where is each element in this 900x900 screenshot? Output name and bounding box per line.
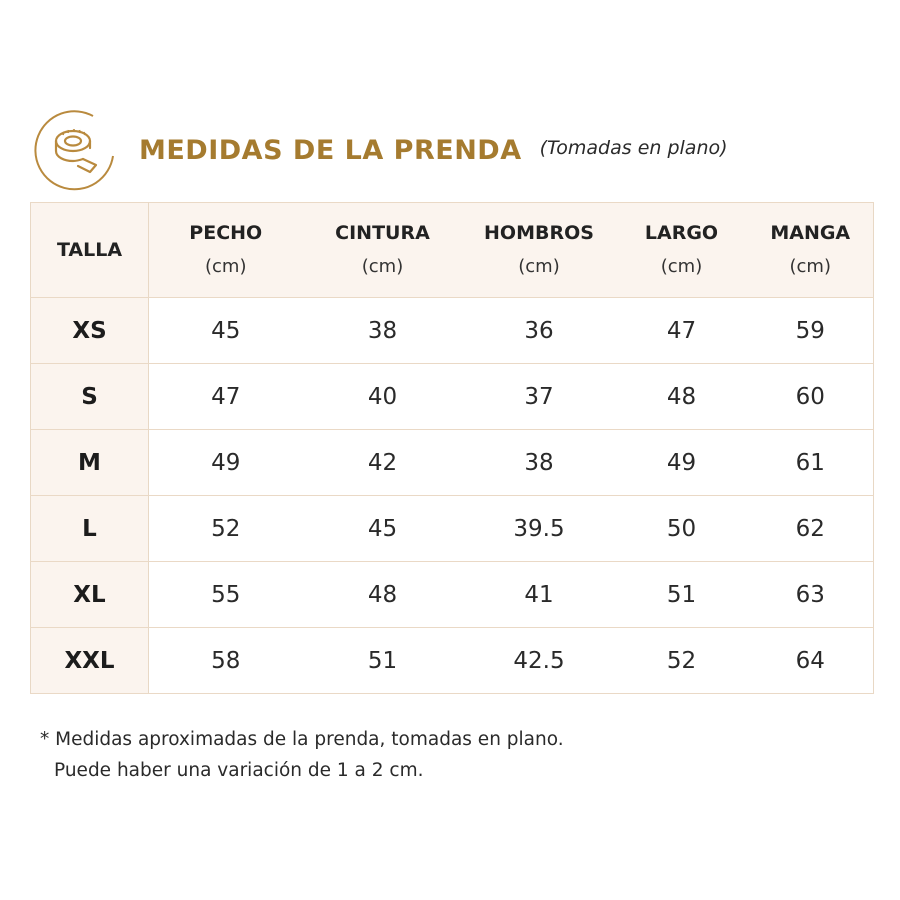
measuring-tape-icon [33, 108, 117, 192]
table-row [31, 298, 874, 364]
table-cell: 47 [616, 298, 748, 364]
table-header-row [31, 203, 874, 298]
unit-label: (cm) [361, 256, 404, 277]
column-header-manga: MANGA (cm) [748, 203, 874, 298]
table-cell: 59 [748, 298, 874, 364]
table-cell: 51 [616, 562, 748, 628]
column-header-cintura: CINTURA (cm) [303, 203, 463, 298]
table-cell: 45 [303, 496, 463, 562]
table-row [31, 496, 874, 562]
table-row [31, 364, 874, 430]
table-cell: 58 [149, 628, 303, 694]
size-label: XL [31, 562, 149, 628]
table-cell: 36 [463, 298, 616, 364]
table-cell: 40 [303, 364, 463, 430]
table-cell: 52 [149, 496, 303, 562]
page-title: MEDIDAS DE LA PRENDA [139, 134, 522, 166]
footnote-line: Puede haber una variación de 1 a 2 cm. [54, 760, 424, 781]
table-cell: 61 [748, 430, 874, 496]
table-cell: 45 [149, 298, 303, 364]
unit-label: (cm) [660, 256, 703, 277]
table-cell: 63 [748, 562, 874, 628]
table-cell: 38 [303, 298, 463, 364]
table-cell: 39.5 [463, 496, 616, 562]
table-cell: 49 [616, 430, 748, 496]
table-cell: 42.5 [463, 628, 616, 694]
size-label: S [31, 364, 149, 430]
column-header-largo: LARGO (cm) [616, 203, 748, 298]
table-row [31, 628, 874, 694]
page-subtitle: (Tomadas en plano) [539, 137, 728, 159]
table-cell: 47 [149, 364, 303, 430]
page-header [33, 108, 728, 192]
table-cell: 48 [303, 562, 463, 628]
table-cell: 55 [149, 562, 303, 628]
table-cell: 51 [303, 628, 463, 694]
table-cell: 52 [616, 628, 748, 694]
table-cell: 48 [616, 364, 748, 430]
table-cell: 62 [748, 496, 874, 562]
unit-label: (cm) [205, 256, 247, 277]
size-label: XXL [31, 628, 149, 694]
unit-label: (cm) [789, 256, 831, 277]
table-cell: 60 [748, 364, 874, 430]
size-chart-table [30, 202, 874, 694]
column-header-hombros: HOMBROS (cm) [463, 203, 616, 298]
table-cell: 37 [463, 364, 616, 430]
footnote [40, 724, 564, 786]
table-cell: 42 [303, 430, 463, 496]
table-cell: 49 [149, 430, 303, 496]
footnote-line: * Medidas aproximadas de la prenda, tomadas en plano. [40, 729, 564, 750]
table-cell: 64 [748, 628, 874, 694]
table-cell: 41 [463, 562, 616, 628]
size-label: M [31, 430, 149, 496]
table-cell: 50 [616, 496, 748, 562]
table-row [31, 562, 874, 628]
unit-label: (cm) [518, 256, 560, 277]
column-header-talla: TALLA [31, 203, 149, 298]
size-label: XS [31, 298, 149, 364]
table-cell: 38 [463, 430, 616, 496]
column-header-pecho: PECHO (cm) [149, 203, 303, 298]
size-label: L [31, 496, 149, 562]
table-row [31, 430, 874, 496]
